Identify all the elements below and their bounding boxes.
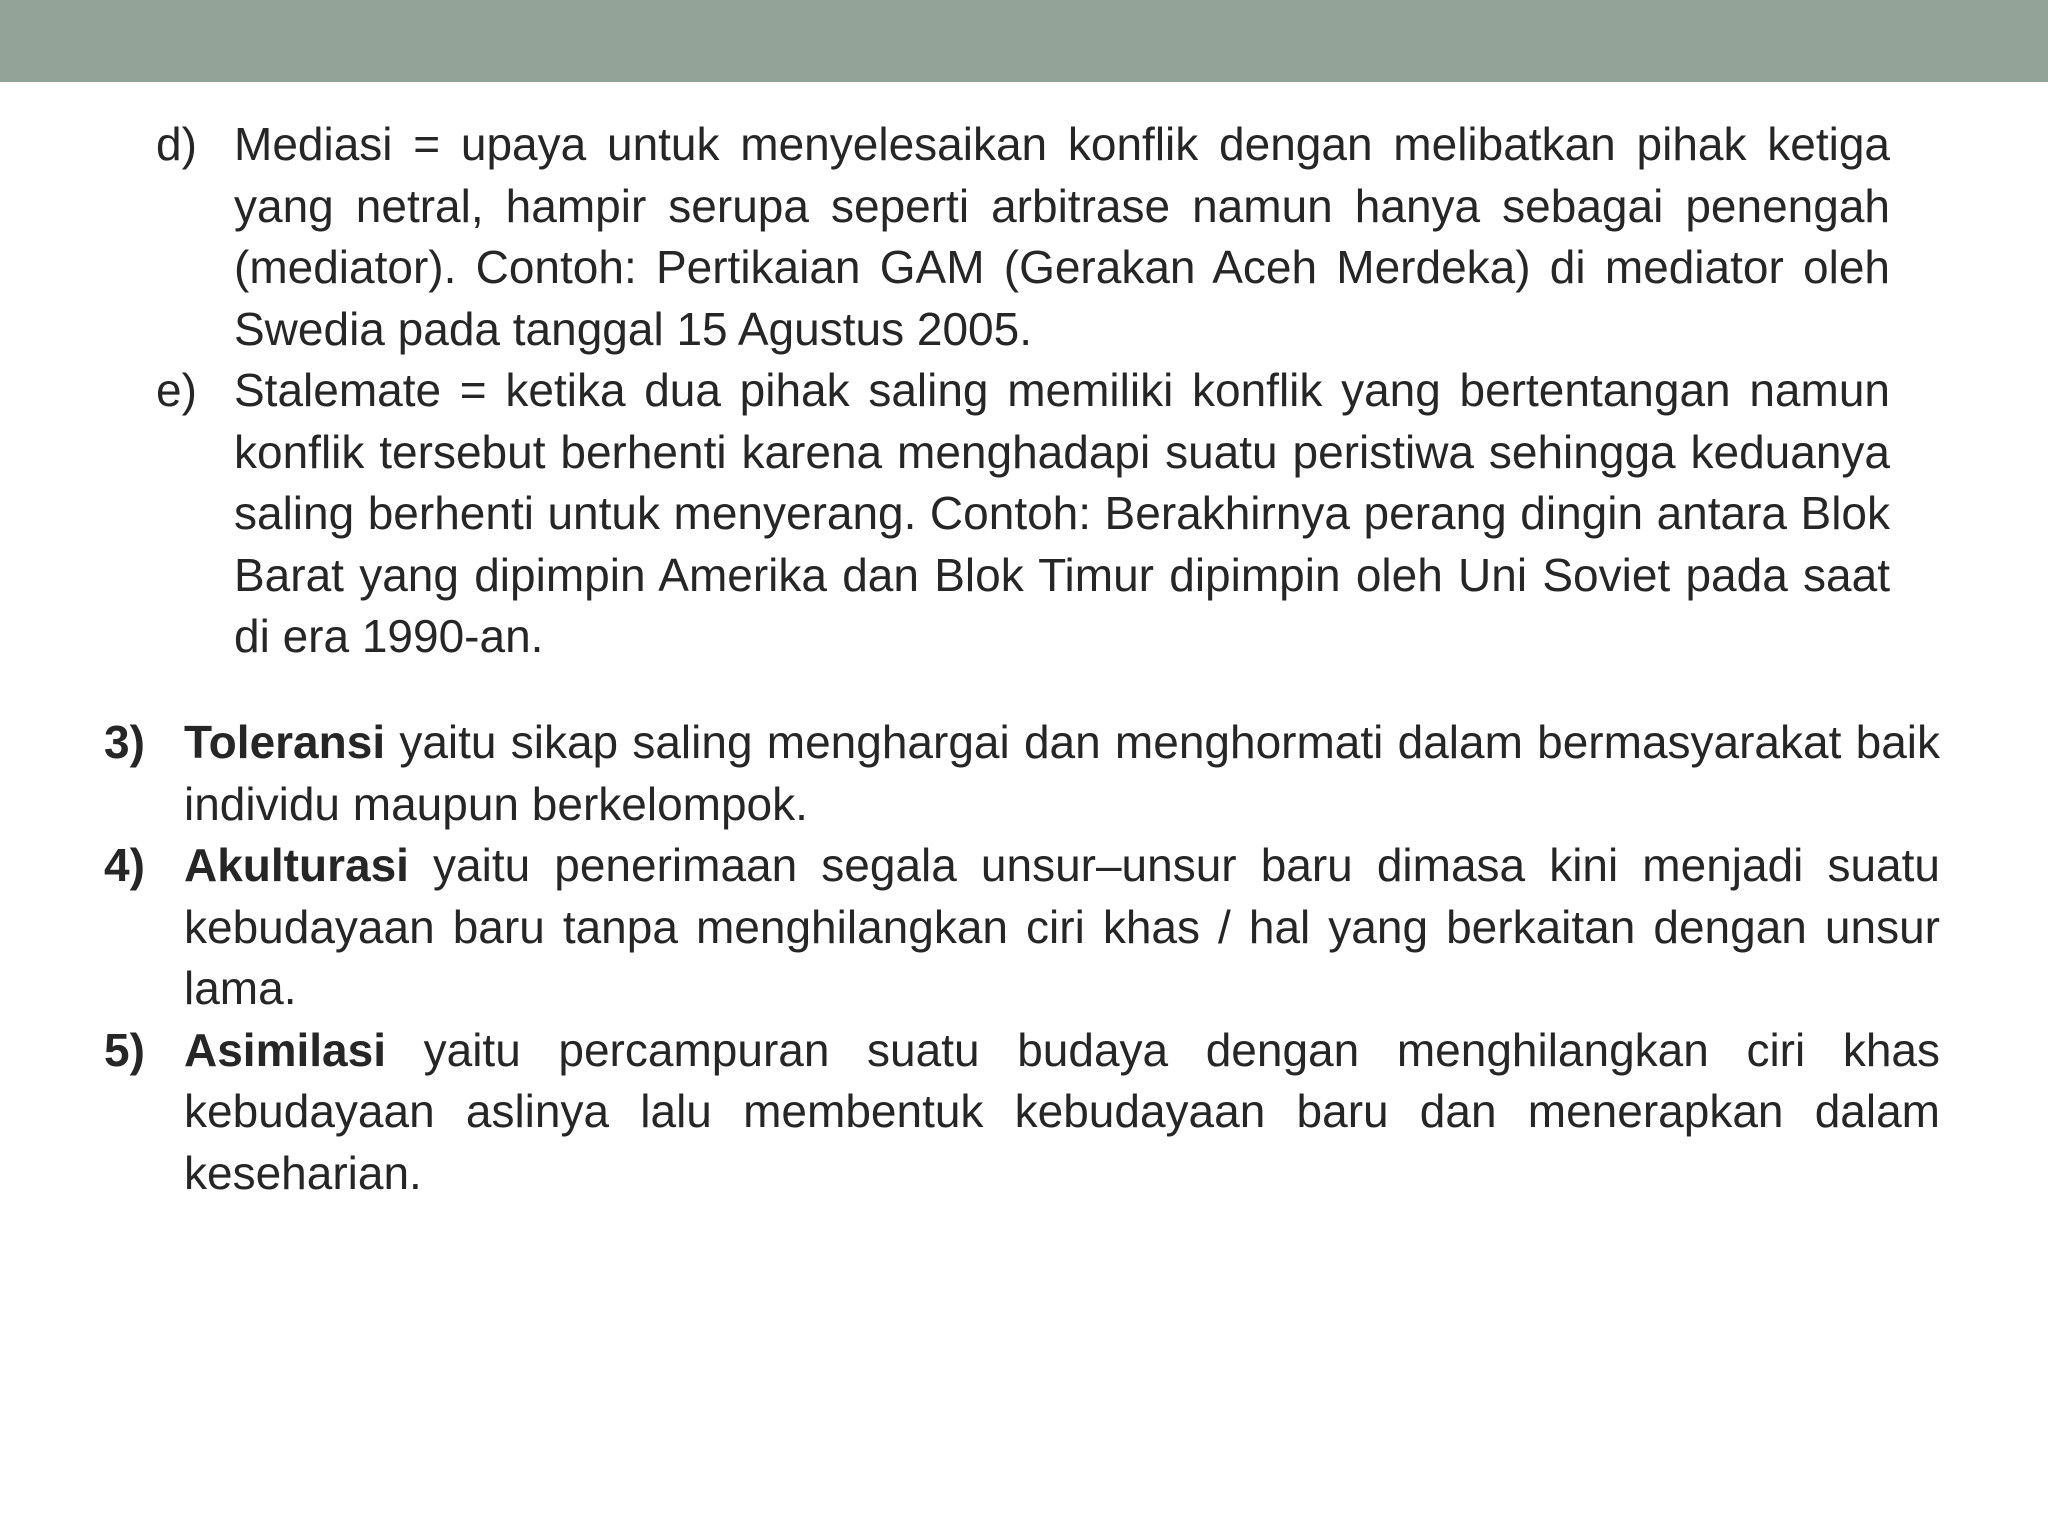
- list-marker: e): [156, 364, 197, 416]
- list-item-mediasi: [156, 114, 1890, 360]
- term-heading: Asimilasi: [184, 1023, 386, 1076]
- list-item-akulturasi: [104, 835, 1940, 1020]
- list-item-text: yaitu percampuran suatu budaya dengan menghilangkan ciri khas kebudayaan aslinya lalu membentuk kebudayaan baru dan menerapkan dalam keseharian.: [184, 1023, 1940, 1199]
- list-item-toleransi: [104, 712, 1940, 835]
- list-item-asimilasi: [104, 1020, 1940, 1205]
- list-marker: 3): [104, 716, 145, 768]
- list-marker: 4): [104, 839, 145, 891]
- header-band: [0, 0, 2048, 82]
- list-item-stalemate: [156, 360, 1890, 668]
- term-heading: Toleransi: [184, 716, 386, 768]
- list-item-text: Mediasi = upaya untuk menyelesaikan konflik dengan melibatkan pihak ketiga yang netral, hampir serupa seperti arbitrase namun hanya sebagai penengah (mediator). Contoh: Pertikaian GAM (Gerakan Aceh Merdeka) di mediator oleh Swedia pada tanggal 15 Agustus 2005.: [234, 118, 1890, 355]
- sub-list: [156, 114, 1890, 668]
- list-item-text: Stalemate = ketika dua pihak saling memiliki konflik yang bertentangan namun konflik tersebut berhenti karena menghadapi suatu peristiwa sehingga keduanya saling berhenti untuk menyerang. Contoh: Berakhirnya perang dingin antara Blok Barat yang dipimpin Amerika dan Blok Timur dipimpin oleh Uni Soviet pada saat di era 1990-an.: [234, 364, 1890, 662]
- list-marker: d): [156, 118, 197, 170]
- term-heading: Akulturasi: [184, 839, 409, 891]
- main-list: [104, 712, 1940, 1204]
- list-item-text: yaitu penerimaan segala unsur–unsur baru dimasa kini menjadi suatu kebudayaan baru tanpa menghilangkan ciri khas / hal yang berkaitan dengan unsur lama.: [184, 839, 1940, 1014]
- list-marker: 5): [104, 1023, 145, 1076]
- list-item-text: yaitu sikap saling menghargai dan menghormati dalam bermasyarakat baik individu maupun berkelompok.: [184, 716, 1940, 830]
